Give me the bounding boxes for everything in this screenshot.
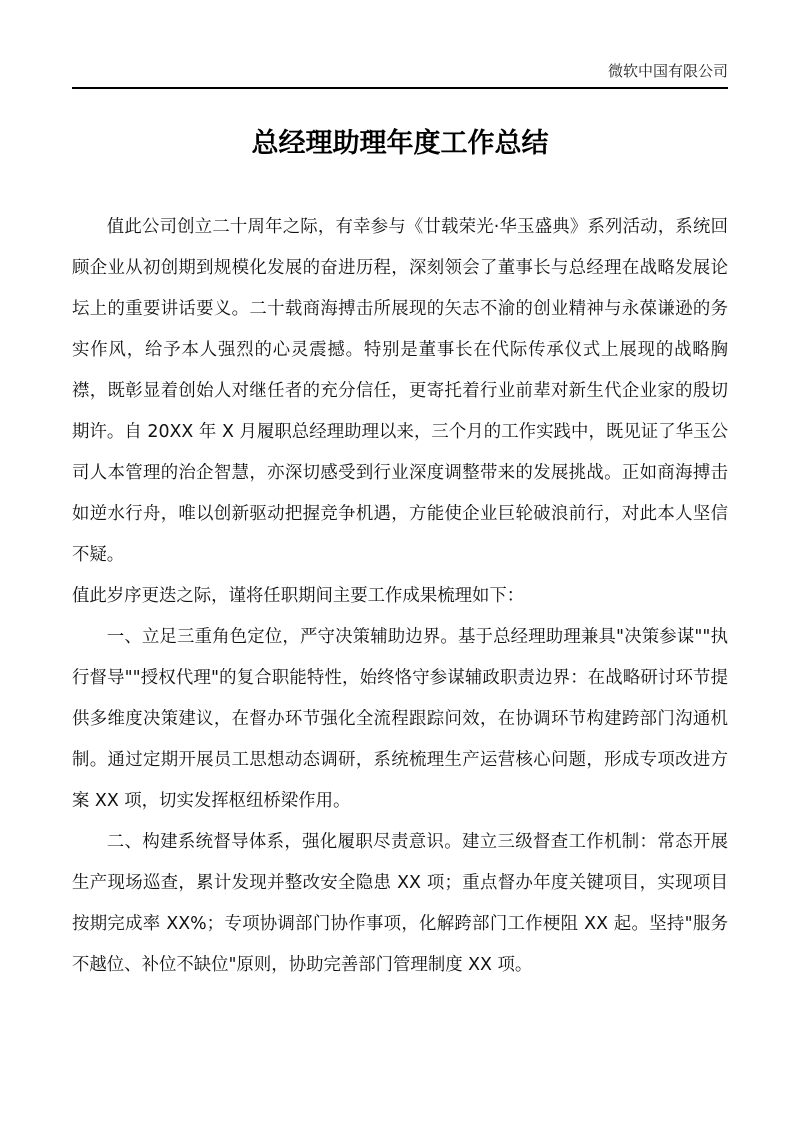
header-divider (72, 87, 728, 89)
paragraph-section-two: 二、构建系统督导体系，强化履职尽责意识。建立三级督查工作机制：常态开展生产现场巡查，累计发现并整改安全隐患 XX 项；重点督办年度关键项目，实现项目按期完成率 XX%；专项协调部门协作事项，化解跨部门工作梗阻 XX 起。坚持"服务不越位、补位不缺位"原则，协助完善部门管理制度 XX 项。 (72, 832, 728, 975)
paragraph-section-one: 一、立足三重角色定位，严守决策辅助边界。基于总经理助理兼具"决策参谋""执行督导""授权代理"的复合职能特性，始终恪守参谋辅政职责边界：在战略研讨环节提供多维度决策建议，在督办环节强化全流程跟踪问效，在协调环节构建跨部门沟通机制。通过定期开展员工思想动态调研，系统梳理生产运营核心问题，形成专项改进方案 XX 项，切实发挥枢纽桥梁作用。 (72, 627, 728, 811)
document-title: 总经理助理年度工作总结 (251, 128, 549, 159)
paragraph-intro: 值此公司创立二十周年之际，有幸参与《廿载荣光·华玉盛典》系列活动，系统回顾企业从初创期到规模化发展的奋进历程，深刻领会了董事长与总经理在战略发展论坛上的重要讲话要义。二十载商海搏击所展现的矢志不渝的创业精神与永葆谦逊的务实作风，给予本人强烈的心灵震撼。特别是董事长在代际传承仪式上展现的战略胸襟，既彰显着创始人对继任者的充分信任，更寄托着行业前辈对新生代企业家的殷切期许。自 20XX 年 X 月履职总经理助理以来，三个月的工作实践中，既见证了华玉公司人本管理的治企智慧，亦深切感受到行业深度调整带来的发展挑战。正如商海搏击如逆水行舟，唯以创新驱动把握竞争机遇，方能使企业巨轮破浪前行，对此本人坚信不疑。 (72, 217, 728, 565)
document-body (72, 207, 728, 986)
paragraph-transition: 值此岁序更迭之际，谨将任职期间主要工作成果梳理如下： (72, 586, 525, 606)
header-company-name: 微软中国有限公司 (607, 62, 728, 80)
